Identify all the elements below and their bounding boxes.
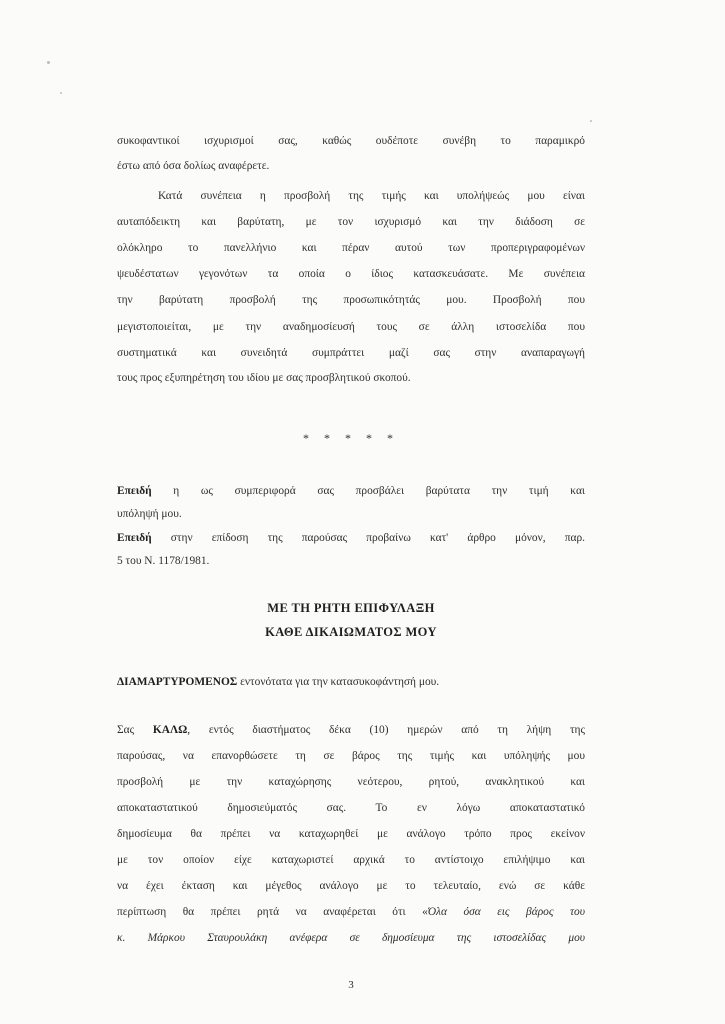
page-number: 3 bbox=[348, 979, 354, 991]
reservation-heading-1: ΜΕ ΤΗ ΡΗΤΗ ΕΠΙΦΥΛΑΞΗ bbox=[267, 601, 435, 615]
body-line: αυταπόδεικτη και βαρύτατη, με τον ισχυρισμό και την διάδοση σε bbox=[117, 216, 585, 228]
body-line: με τον οποίον είχε καταχωριστεί αρχικά το αντίστοιχο επιλήψιμο και bbox=[117, 854, 585, 866]
call-text: , εντός διαστήματος δέκα (10) ημερών από τη λήψη της bbox=[187, 724, 585, 736]
body-line: έστω από όσα δολίως αναφέρετε. bbox=[117, 160, 270, 172]
body-line: τους προς εξυπηρέτηση του ιδίου με σας προσβλητικού σκοπού. bbox=[117, 372, 411, 384]
body-line: την βαρύτατη προσβολή της προσωπικότητάς μου. Προσβολή που bbox=[117, 294, 585, 306]
whereas-clause-2 bbox=[117, 530, 585, 546]
body-line: μεγιστοποιείται, με την αναδημοσίευσή τους σε άλλη ιστοσελίδα που bbox=[117, 321, 585, 333]
body-line: Κατά συνέπεια η προσβολή της τιμής και υπολήψεώς μου είναι bbox=[158, 190, 585, 202]
scan-speck bbox=[590, 120, 592, 122]
body-line: συκοφαντικοί ισχυρισμοί σας, καθώς ουδέποτε συνέβη το παραμικρό bbox=[117, 135, 585, 147]
call-prefix: Σας bbox=[117, 724, 135, 736]
call-text: περίπτωση θα πρέπει ρητά να αναφέρεται ότι « bbox=[117, 906, 428, 918]
scan-speck bbox=[47, 61, 50, 64]
whereas-text: στην επίδοση της παρούσας προβαίνω κατ' άρθρο μόνον, παρ. bbox=[170, 532, 585, 544]
scan-speck bbox=[60, 92, 62, 94]
body-line: συστηματικά και συνειδητά συμπράττει μαζί σας στην αναπαραγωγή bbox=[117, 347, 585, 359]
call-keyword: ΚΑΛΩ bbox=[152, 724, 188, 736]
call-line bbox=[117, 722, 585, 738]
whereas-text: η ως συμπεριφορά σας προσβάλει βαρύτατα την τιμή και bbox=[173, 485, 585, 497]
whereas-keyword: Επειδή bbox=[117, 532, 152, 544]
body-line: δημοσίευμα θα πρέπει να καταχωρηθεί με ανάλογο τρόπο προς εκείνον bbox=[117, 828, 585, 840]
protest-keyword: ΔΙΑΜΑΡΤΥΡΟΜΕΝΟΣ bbox=[117, 676, 238, 688]
protest-line bbox=[117, 674, 585, 690]
body-line: 5 του Ν. 1178/1981. bbox=[117, 555, 210, 567]
body-line: αποκαταστατικού δημοσιεύματός σας. Το εν λόγω αποκαταστατικό bbox=[117, 802, 585, 814]
body-line: ολόκληρο το πανελλήνιο και πέραν αυτού των προπεριγραφομένων bbox=[117, 242, 585, 254]
quoted-retraction: Όλα όσα εις βάρος του bbox=[427, 906, 585, 918]
body-line: προσβολή με την καταχώρησης νεότερου, ρητού, ανακλητικού και bbox=[117, 776, 585, 788]
body-line: παρούσας, να επανορθώσετε τη σε βάρος της τιμής και υπόληψής μου bbox=[117, 750, 585, 762]
section-separator: * * * * * bbox=[303, 431, 399, 445]
body-line: ψευδέστατων γεγονότων τα οποία ο ίδιος κατασκευάσατε. Με συνέπεια bbox=[117, 268, 585, 280]
quoted-retraction: κ. Μάρκου Σταυρουλάκη ανέφερα σε δημοσίευμα της ιστοσελίδας μου bbox=[117, 932, 585, 944]
body-line bbox=[117, 904, 585, 920]
whereas-clause-1 bbox=[117, 483, 585, 499]
body-line: υπόληψή μου. bbox=[117, 508, 182, 520]
body-line: να έχει έκταση και μέγεθος ανάλογο με το τελευταίο, ενώ σε κάθε bbox=[117, 880, 585, 892]
whereas-keyword: Επειδή bbox=[117, 485, 152, 497]
reservation-heading-2: ΚΑΘΕ ΔΙΚΑΙΩΜΑΤΟΣ ΜΟΥ bbox=[265, 625, 437, 639]
protest-text: εντονότατα για την κατασυκοφάντησή μου. bbox=[240, 676, 440, 688]
